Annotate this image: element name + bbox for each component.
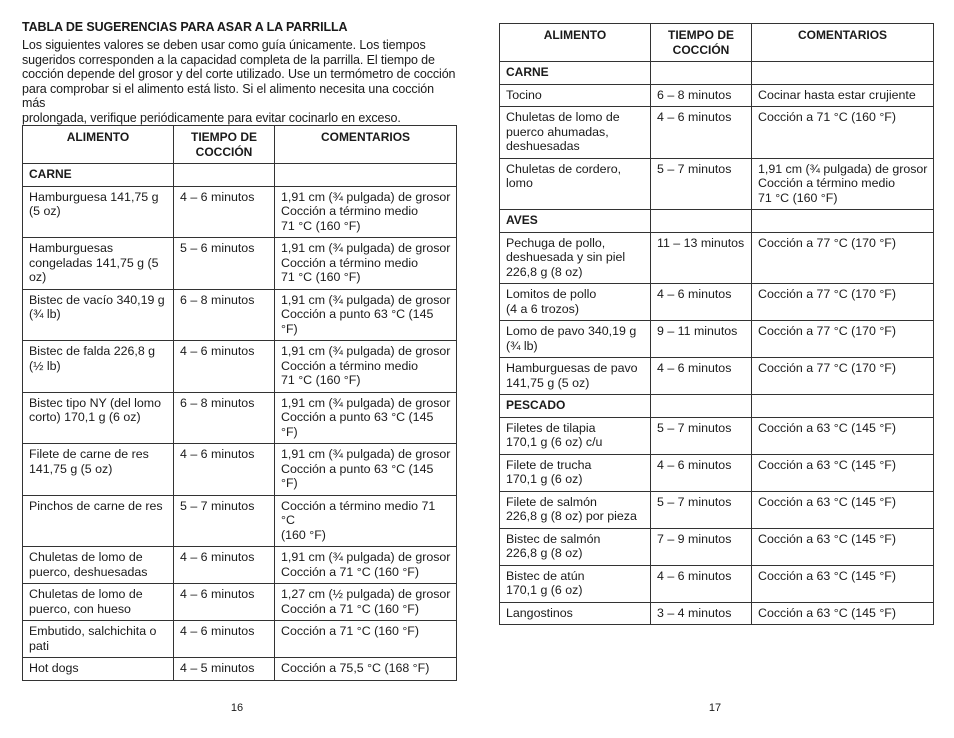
page-heading: TABLA DE SUGERENCIAS PARA ASAR A LA PARRILLA [22,20,348,34]
comment-cell: Cocción a 71 °C (160 °F) [275,621,457,658]
empty-cell [651,210,752,233]
header-food: ALIMENTO [23,126,174,164]
comment-cell: Cocción a 63 °C (145 °F) [752,491,934,528]
time-cell: 4 – 6 minutos [651,284,752,321]
time-cell: 4 – 6 minutos [174,444,275,496]
food-cell: Hamburguesas congeladas 141,75 g (5 oz) [23,238,174,290]
table-row [500,107,934,159]
food-cell: Filetes de tilapia 170,1 g (6 oz) c/u [500,417,651,454]
empty-cell [651,62,752,85]
time-cell: 6 – 8 minutos [174,289,275,341]
time-cell: 5 – 6 minutos [174,238,275,290]
food-cell: Tocino [500,84,651,107]
comment-cell: Cocción a 63 °C (145 °F) [752,602,934,625]
table-row [500,602,934,625]
food-cell: Hot dogs [23,658,174,681]
comment-cell: 1,91 cm (¾ pulgada) de grosor Cocción a término medio 71 °C (160 °F) [752,158,934,210]
comment-cell: Cocción a término medio 71 °C (160 °F) [275,495,457,547]
empty-cell [752,395,934,418]
food-cell: Bistec de atún 170,1 g (6 oz) [500,565,651,602]
comment-cell: Cocinar hasta estar crujiente [752,84,934,107]
empty-cell [275,164,457,187]
time-cell: 5 – 7 minutos [174,495,275,547]
header-comments: COMENTARIOS [752,24,934,62]
table-header-row [500,24,934,62]
table-row [500,232,934,284]
table-row [23,621,457,658]
comment-cell: Cocción a 63 °C (145 °F) [752,528,934,565]
food-cell: Filete de trucha 170,1 g (6 oz) [500,454,651,491]
table-row [23,289,457,341]
table-row [500,158,934,210]
table-row [500,417,934,454]
comment-cell: 1,91 cm (¾ pulgada) de grosor Cocción a término medio 71 °C (160 °F) [275,186,457,238]
food-cell: Bistec de falda 226,8 g (½ lb) [23,341,174,393]
table-header-row [23,126,457,164]
time-cell: 9 – 11 minutos [651,321,752,358]
food-cell: Pechuga de pollo, deshuesada y sin piel 226,8 g (8 oz) [500,232,651,284]
food-cell: Hamburguesas de pavo 141,75 g (5 oz) [500,358,651,395]
section-row [500,395,934,418]
food-cell: Bistec de salmón 226,8 g (8 oz) [500,528,651,565]
section-label: PESCADO [500,395,651,418]
section-label: CARNE [23,164,174,187]
header-time: TIEMPO DE COCCIÓN [174,126,275,164]
comment-cell: Cocción a 77 °C (170 °F) [752,321,934,358]
time-cell: 3 – 4 minutos [651,602,752,625]
table-row [23,658,457,681]
time-cell: 4 – 5 minutos [174,658,275,681]
section-row [23,164,457,187]
header-food: ALIMENTO [500,24,651,62]
header-comments: COMENTARIOS [275,126,457,164]
table-row [500,358,934,395]
section-row [500,210,934,233]
comment-cell: 1,91 cm (¾ pulgada) de grosor Cocción a término medio 71 °C (160 °F) [275,341,457,393]
food-cell: Hamburguesa 141,75 g (5 oz) [23,186,174,238]
food-cell: Langostinos [500,602,651,625]
time-cell: 5 – 7 minutos [651,491,752,528]
table-row [23,495,457,547]
comment-cell: Cocción a 77 °C (170 °F) [752,284,934,321]
time-cell: 6 – 8 minutos [174,392,275,444]
empty-cell [752,210,934,233]
table-row [23,238,457,290]
table-row [500,284,934,321]
time-cell: 5 – 7 minutos [651,158,752,210]
table-row [500,454,934,491]
section-label: AVES [500,210,651,233]
comment-cell: 1,27 cm (½ pulgada) de grosor Cocción a 71 °C (160 °F) [275,584,457,621]
time-cell: 4 – 6 minutos [651,107,752,159]
page-number: 17 [708,702,722,714]
table-row [23,584,457,621]
comment-cell: Cocción a 71 °C (160 °F) [752,107,934,159]
food-cell: Bistec tipo NY (del lomo corto) 170,1 g (6 oz) [23,392,174,444]
right-page [499,0,933,738]
comment-cell: Cocción a 77 °C (170 °F) [752,358,934,395]
table-row [500,565,934,602]
food-cell: Chuletas de cordero, lomo [500,158,651,210]
time-cell: 11 – 13 minutos [651,232,752,284]
time-cell: 5 – 7 minutos [651,417,752,454]
page-number: 16 [230,702,244,714]
comment-cell: Cocción a 63 °C (145 °F) [752,565,934,602]
comment-cell: 1,91 cm (¾ pulgada) de grosor Cocción a punto 63 °C (145 °F) [275,392,457,444]
time-cell: 4 – 6 minutos [174,547,275,584]
section-label: CARNE [500,62,651,85]
table-row [500,528,934,565]
left-page [22,0,456,738]
time-cell: 4 – 6 minutos [174,341,275,393]
table-row [23,186,457,238]
table-row [23,341,457,393]
time-cell: 4 – 6 minutos [651,565,752,602]
comment-cell: 1,91 cm (¾ pulgada) de grosor Cocción a término medio 71 °C (160 °F) [275,238,457,290]
food-cell: Filete de salmón 226,8 g (8 oz) por pieza [500,491,651,528]
table-row [23,547,457,584]
section-row [500,62,934,85]
food-cell: Embutido, salchichita o pati [23,621,174,658]
comment-cell: Cocción a 75,5 °C (168 °F) [275,658,457,681]
grilling-table-left [22,125,457,681]
time-cell: 4 – 6 minutos [174,584,275,621]
comment-cell: Cocción a 63 °C (145 °F) [752,417,934,454]
food-cell: Chuletas de lomo de puerco, con hueso [23,584,174,621]
table-row [23,392,457,444]
food-cell: Chuletas de lomo de puerco ahumadas, deshuesadas [500,107,651,159]
comment-cell: 1,91 cm (¾ pulgada) de grosor Cocción a punto 63 °C (145 °F) [275,444,457,496]
food-cell: Lomitos de pollo (4 a 6 trozos) [500,284,651,321]
table-row [500,321,934,358]
food-cell: Filete de carne de res 141,75 g (5 oz) [23,444,174,496]
comment-cell: Cocción a 63 °C (145 °F) [752,454,934,491]
table-row [500,491,934,528]
header-time: TIEMPO DE COCCIÓN [651,24,752,62]
empty-cell [752,62,934,85]
time-cell: 4 – 6 minutos [651,454,752,491]
comment-cell: 1,91 cm (¾ pulgada) de grosor Cocción a 71 °C (160 °F) [275,547,457,584]
time-cell: 7 – 9 minutos [651,528,752,565]
food-cell: Pinchos de carne de res [23,495,174,547]
time-cell: 4 – 6 minutos [174,621,275,658]
table-row [23,444,457,496]
food-cell: Lomo de pavo 340,19 g (¾ lb) [500,321,651,358]
empty-cell [174,164,275,187]
time-cell: 4 – 6 minutos [651,358,752,395]
food-cell: Bistec de vacío 340,19 g (¾ lb) [23,289,174,341]
empty-cell [651,395,752,418]
table-row [500,84,934,107]
time-cell: 6 – 8 minutos [651,84,752,107]
comment-cell: 1,91 cm (¾ pulgada) de grosor Cocción a punto 63 °C (145 °F) [275,289,457,341]
grilling-table-right [499,23,934,625]
food-cell: Chuletas de lomo de puerco, deshuesadas [23,547,174,584]
intro-paragraph: Los siguientes valores se deben usar como guía únicamente. Los tiempos sugeridos corresponden a la capacidad completa de la parrilla. El tiempo de cocción depende del grosor y del corte utilizado. Use un termómetro de cocción para comprobar si el alimento está listo. Si el alimento necesita una cocción más prolongada, verifique periódicamente para evitar cocinarlo en exceso. [22,38,456,125]
time-cell: 4 – 6 minutos [174,186,275,238]
comment-cell: Cocción a 77 °C (170 °F) [752,232,934,284]
